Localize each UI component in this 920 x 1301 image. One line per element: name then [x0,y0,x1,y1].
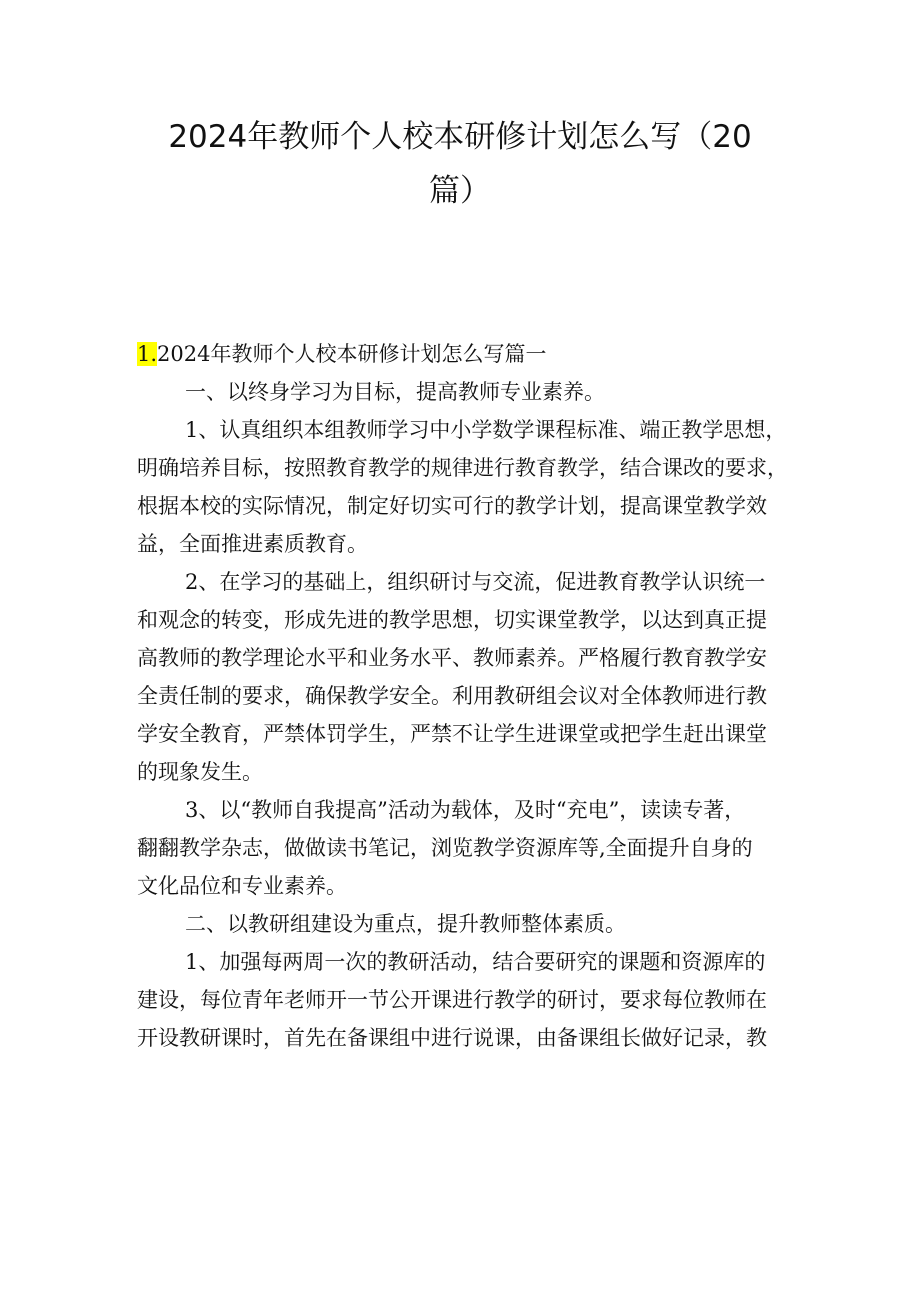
paragraph-line: 和观念的转变，形成先进的教学思想，切实课堂教学，以达到真正提 [137,608,767,632]
paragraph-line: 根据本校的实际情况，制定好切实可行的教学计划，提高课堂教学效 [137,494,767,518]
paragraph-line: 二、以教研组建设为重点，提升教师整体素质。 [185,912,626,936]
title-line-1: 2024年教师个人校本研修计划怎么写（20 [168,119,752,155]
paragraph-line: 全责任制的要求，确保教学安全。利用教研组会议对全体教师进行教 [137,684,767,708]
paragraph-line: 明确培养目标，按照教育教学的规律进行教育教学，结合课改的要求， [137,456,788,480]
paragraph-line: 1、认真组织本组教师学习中小学数学课程标准、端正教学思想， [185,418,787,442]
paragraph-line: 益，全面推进素质教育。 [137,532,368,556]
paragraph-line: 2、在学习的基础上，组织研讨与交流，促进教育教学认识统一 [185,570,766,594]
paragraph-line: 3、以“教师自我提高”活动为载体，及时“充电”，读读专著， [185,798,746,822]
paragraph-line: 建设，每位青年老师开一节公开课进行教学的研讨，要求每位教师在 [137,988,767,1012]
paragraph-line: 的现象发生。 [137,760,263,784]
title-line-2: 篇） [429,173,491,209]
paragraph-line: 开设教研课时，首先在备课组中进行说课，由备课组长做好记录，教 [137,1026,767,1050]
paragraph-line: 高教师的教学理论水平和业务水平、教师素养。严格履行教育教学安 [137,646,767,670]
paragraph-line: 一、以终身学习为目标，提高教师专业素养。 [185,380,605,404]
document-body [137,335,797,1057]
section-number-highlight: 1. [137,342,158,366]
paragraph-line: 翻翻教学杂志，做做读书笔记，浏览教学资源库等,全面提升自身的 [137,836,753,860]
document-title [160,110,760,218]
paragraph-line: 文化品位和专业素养。 [137,874,347,898]
section-heading [137,335,797,373]
paragraph-line: 1、加强每两周一次的教研活动，结合要研究的课题和资源库的 [185,950,766,974]
paragraph-line: 学安全教育，严禁体罚学生，严禁不让学生进课堂或把学生赶出课堂 [137,722,767,746]
section-heading-text: 2024年教师个人校本研修计划怎么写篇一 [157,342,547,366]
